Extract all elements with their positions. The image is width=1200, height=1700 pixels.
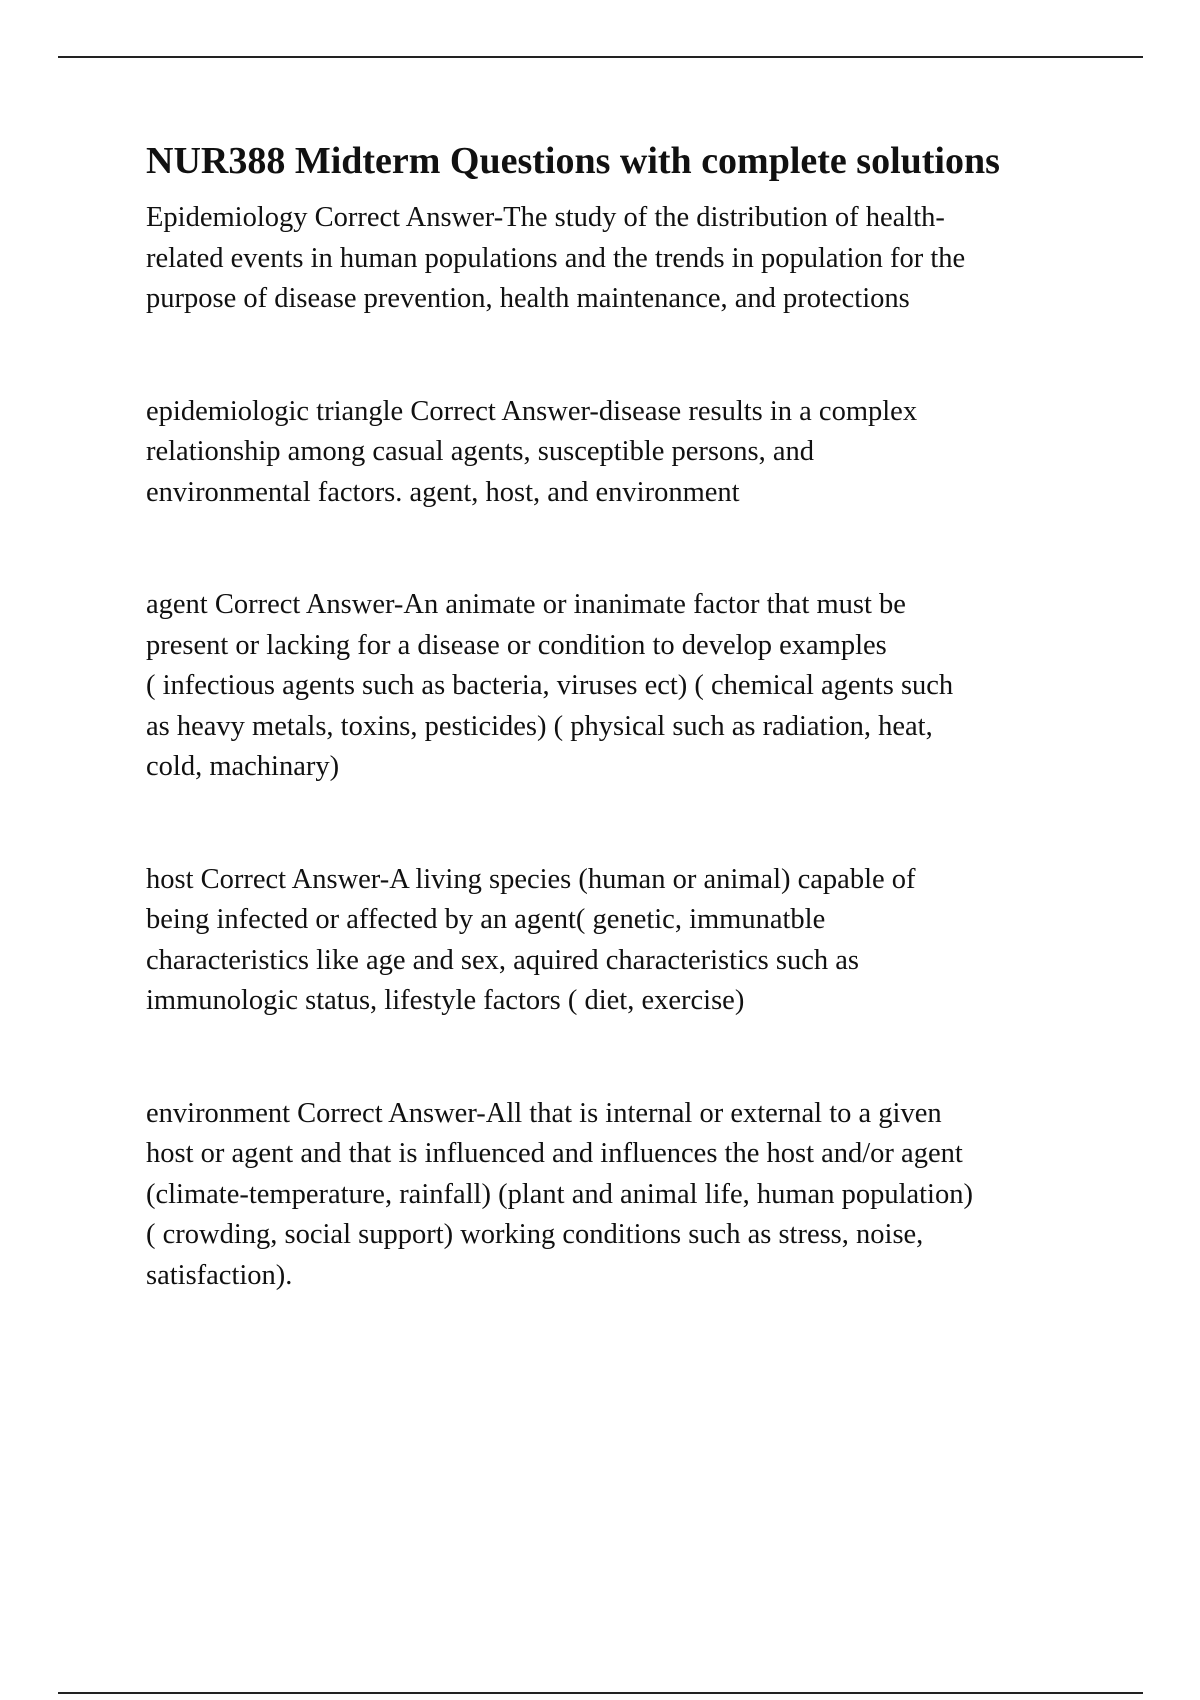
top-rule	[58, 56, 1143, 58]
entry-epidemiology: Epidemiology Correct Answer-The study of the distribution of health- related events in human populations and the trends in population for the purpose of disease prevention, health maintenance, and protections	[146, 202, 966, 314]
document-title: NUR388 Midterm Questions with complete solutions	[146, 140, 1000, 182]
entry-epidemiologic-triangle: epidemiologic triangle Correct Answer-disease results in a complex relationship among casual agents, susceptible persons, and environmental factors. agent, host, and environment	[146, 395, 918, 508]
document-body	[146, 138, 1096, 1296]
bottom-rule	[58, 1692, 1143, 1694]
entry-host: host Correct Answer-A living species (human or animal) capable of being infected or affected by an agent( genetic, immunatble characteristics like age and sex, aquired characteristics such as immunologic status, lifestyle factors ( diet, exercise)	[146, 863, 916, 1016]
entry-agent: agent Correct Answer-An animate or inanimate factor that must be present or lacking for a disease or condition to develop examples ( infectious agents such as bacteria, viruses ect) ( chemical agents such as heavy metals, toxins, pesticides) ( physical such as radiation, heat, cold, machinary)	[146, 589, 954, 782]
entry-environment: environment Correct Answer-All that is internal or external to a given host or agent and that is influenced and influences the host and/or agent (climate-temperature, rainfall) (plant and animal life, human population) ( crowding, social support) working conditions such as stress, noise, satisfaction).	[146, 1097, 973, 1291]
